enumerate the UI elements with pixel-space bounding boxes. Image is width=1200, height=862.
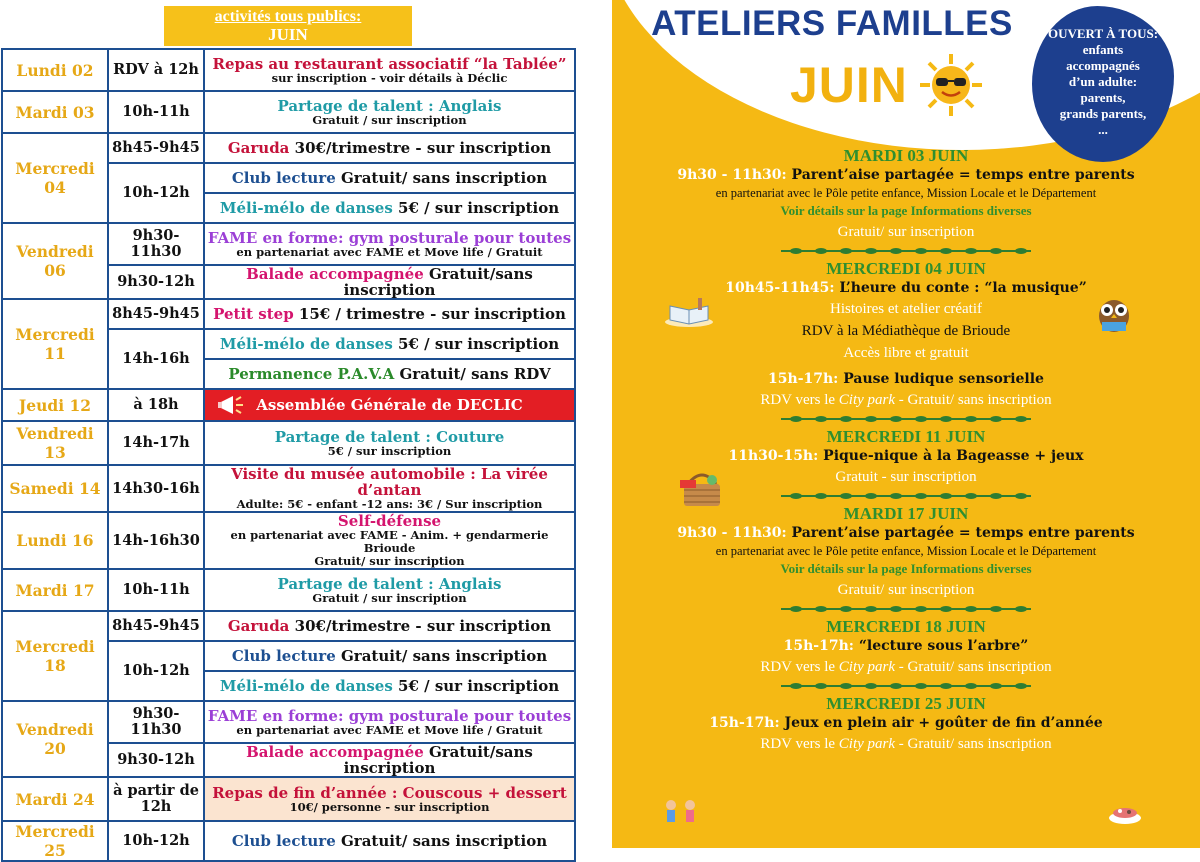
activity-sub: 10€/ personne - sur inscription <box>289 799 490 814</box>
activity-title: Repas au restaurant associatif “la Tablée” <box>212 54 567 73</box>
event-time: 9h30 - 11h30: <box>677 167 787 183</box>
agm-title: Assemblée Générale de DECLIC <box>256 396 523 414</box>
badge-line: grands parents, <box>1059 106 1147 121</box>
activity-detail: 5€ / sur inscription <box>392 335 560 353</box>
activity-title: FAME en forme: gym posturale pour toutes <box>207 706 572 725</box>
activity-cell <box>204 743 575 777</box>
time-cell: 8h45-9h45 <box>108 133 204 163</box>
time-cell: 9h30-12h <box>108 743 204 777</box>
location-text: RDV vers le <box>760 736 839 752</box>
event-partner: en partenariat avec le Pôle petite enfance, Mission Locale et le Département <box>715 186 1097 200</box>
time-cell: 14h-17h <box>108 421 204 465</box>
activity-detail: Gratuit/ sans inscription <box>335 832 548 850</box>
table-row <box>2 821 575 861</box>
event-title: Pause ludique sensorielle <box>838 371 1044 387</box>
time-cell: 14h-16h <box>108 329 204 389</box>
activity-name: Permanence P.A.V.A <box>228 365 395 383</box>
event-price: Gratuit - sur inscription <box>835 469 977 485</box>
time-cell: 10h-11h <box>108 91 204 133</box>
activity-cell <box>204 421 575 465</box>
activity-title: Partage de talent : Anglais <box>277 574 502 593</box>
activity-cell <box>204 641 575 671</box>
time-line2: 12h <box>140 798 172 815</box>
event-heading: MERCREDI 04 JUIN <box>826 259 986 278</box>
event-time: 10h45-11h45: <box>725 280 835 296</box>
sun-icon <box>918 52 984 118</box>
day-cell: Vendredi 13 <box>2 421 108 465</box>
activity-sub: en partenariat avec FAME et Move life / Gratuit <box>236 244 543 259</box>
badge-line: parents, <box>1080 90 1126 105</box>
table-row <box>2 569 575 611</box>
activity-cell <box>204 133 575 163</box>
page-title: ATELIERS FAMILLES <box>651 4 1013 43</box>
event-line <box>612 370 1200 389</box>
event-title: Parent’aise partagée = temps entre parents <box>786 167 1135 183</box>
event-location <box>612 389 1200 411</box>
event-heading: MERCREDI 25 JUIN <box>826 694 986 713</box>
location-place: City park <box>838 392 896 408</box>
activity-cell <box>204 777 575 821</box>
location-text: - Gratuit/ sans inscription <box>895 392 1052 408</box>
activity-detail: 30€/trimestre - sur inscription <box>289 139 552 157</box>
activity-cell <box>204 163 575 193</box>
time-cell: à 18h <box>108 389 204 421</box>
table-row <box>2 512 575 569</box>
table-row <box>2 777 575 821</box>
activity-sub: Gratuit / sur inscription <box>312 590 467 605</box>
activity-cell <box>204 193 575 223</box>
vine-divider <box>781 245 1031 257</box>
activity-title: FAME en forme: gym posturale pour toutes <box>207 228 572 247</box>
time-cell: 10h-11h <box>108 569 204 611</box>
event-time: 9h30 - 11h30: <box>677 525 787 541</box>
activity-cell <box>204 265 575 299</box>
day-cell: Samedi 14 <box>2 465 108 512</box>
location-text: RDV vers le <box>760 392 839 408</box>
time-cell: 8h45-9h45 <box>108 299 204 329</box>
time-cell: 10h-12h <box>108 821 204 861</box>
location-place: City park <box>838 659 896 675</box>
vine-divider <box>781 490 1031 502</box>
badge-line: ... <box>1098 122 1108 137</box>
location-text: - Gratuit/ sans inscription <box>895 736 1052 752</box>
schedule-table <box>1 48 576 862</box>
activity-detail: Gratuit/sans inscription <box>343 265 533 299</box>
time-cell: RDV à 12h <box>108 49 204 91</box>
event-title: “lecture sous l’arbre” <box>853 638 1029 654</box>
table-row <box>2 465 575 512</box>
activity-cell <box>204 512 575 569</box>
event-time: 11h30-15h: <box>728 448 819 464</box>
activity-cell <box>204 569 575 611</box>
activity-detail: Gratuit/ sans RDV <box>394 365 551 383</box>
banner <box>164 6 412 46</box>
event-title: Jeux en plein air + goûter de fin d’année <box>779 715 1103 731</box>
event-location <box>612 733 1200 755</box>
activity-title: Self-défense <box>337 512 442 530</box>
activity-detail: 30€/trimestre - sur inscription <box>289 617 552 635</box>
day-cell: Mercredi 25 <box>2 821 108 861</box>
activity-name: Méli-mélo de danses <box>219 677 393 695</box>
vine-divider <box>781 603 1031 615</box>
time-cell: 9h30-11h30 <box>108 701 204 743</box>
tous-publics-panel <box>0 0 600 860</box>
activity-detail: 15€ / trimestre - sur inscription <box>293 305 566 323</box>
activity-name: Garuda <box>227 617 290 635</box>
event-heading: MERCREDI 11 JUIN <box>826 427 986 446</box>
event-details: Voir détails sur la page Informations diverses <box>780 203 1032 218</box>
activity-name: Garuda <box>227 139 290 157</box>
activity-cell <box>204 49 575 91</box>
owl-icon <box>1096 296 1132 334</box>
event-line <box>612 714 1200 733</box>
event-partner: en partenariat avec le Pôle petite enfance, Mission Locale et le Département <box>715 544 1097 558</box>
day-cell: Lundi 02 <box>2 49 108 91</box>
activity-cell <box>204 329 575 359</box>
event-location <box>612 656 1200 678</box>
activity-cell <box>204 821 575 861</box>
activity-name: Méli-mélo de danses <box>219 335 393 353</box>
event-heading: MERCREDI 18 JUIN <box>826 617 986 636</box>
activity-sub: en partenariat avec FAME - Anim. + gendarmerie Brioude <box>230 528 549 555</box>
activity-name: Club lecture <box>231 169 336 187</box>
activity-name: Club lecture <box>231 832 336 850</box>
book-icon <box>664 296 714 328</box>
time-line1: à partir de <box>113 782 199 799</box>
event-heading: MARDI 03 JUIN <box>843 146 969 165</box>
location-text: RDV vers le <box>760 659 839 675</box>
activity-sub: Gratuit/ sur inscription <box>314 554 465 568</box>
month-title: JUIN <box>790 57 908 113</box>
vine-divider <box>781 680 1031 692</box>
activity-name: Balade accompagnée <box>246 265 424 283</box>
activity-cell <box>204 91 575 133</box>
ateliers-familles-panel <box>612 0 1200 848</box>
badge-line: d’un adulte: <box>1068 74 1138 89</box>
activity-detail: Gratuit/sans inscription <box>343 743 533 777</box>
activity-cell <box>204 359 575 389</box>
activity-name: Balade accompagnée <box>246 743 424 761</box>
activity-name: Petit step <box>213 305 294 323</box>
time-cell: 14h-16h30 <box>108 512 204 569</box>
event-line <box>612 166 1200 185</box>
day-cell: Mardi 03 <box>2 91 108 133</box>
location-text: - Gratuit/ sans inscription <box>895 659 1052 675</box>
activity-cell <box>204 701 575 743</box>
megaphone-icon <box>217 394 247 416</box>
event-title: Parent’aise partagée = temps entre parents <box>786 525 1135 541</box>
cake-icon <box>1108 800 1142 826</box>
time-cell: 14h30-16h <box>108 465 204 512</box>
table-row <box>2 389 575 421</box>
activity-cell <box>204 299 575 329</box>
day-cell: Vendredi 06 <box>2 223 108 299</box>
activity-title: Visite du musée automobile : La virée d’antan <box>231 465 548 499</box>
events-list <box>612 146 1200 755</box>
children-icon <box>660 798 702 828</box>
activity-sub: Gratuit / sur inscription <box>312 112 467 127</box>
activity-title: Partage de talent : Couture <box>274 427 505 446</box>
event-detail: Histoires et atelier créatif <box>829 301 982 317</box>
open-to-all-badge <box>1032 6 1174 162</box>
event-price: Gratuit/ sur inscription <box>837 582 975 598</box>
day-cell: Mercredi 18 <box>2 611 108 701</box>
badge-line: accompagnés <box>1066 58 1140 73</box>
event-time: 15h-17h: <box>783 638 854 654</box>
activity-cell <box>204 611 575 641</box>
activity-sub: Adulte: 5€ - enfant -12 ans: 3€ / Sur inscription <box>236 497 543 511</box>
day-cell: Mercredi 11 <box>2 299 108 389</box>
activity-sub: sur inscription - voir détails à Déclic <box>271 70 508 85</box>
activity-detail: Gratuit/ sans inscription <box>335 169 548 187</box>
time-cell: 9h30-12h <box>108 265 204 299</box>
day-cell: Vendredi 20 <box>2 701 108 777</box>
vine-divider <box>781 413 1031 425</box>
table-row <box>2 49 575 91</box>
event-detail: Accès libre et gratuit <box>843 345 969 361</box>
activity-name: Méli-mélo de danses <box>219 199 393 217</box>
event-detail: RDV à la Médiathèque de Brioude <box>801 323 1011 339</box>
event-details: Voir détails sur la page Informations diverses <box>780 561 1032 576</box>
activity-sub: en partenariat avec FAME et Move life / Gratuit <box>236 722 543 737</box>
table-row <box>2 421 575 465</box>
badge-line: enfants <box>1082 42 1124 57</box>
event-time: 15h-17h: <box>709 715 780 731</box>
activity-cell <box>204 465 575 512</box>
table-row <box>2 91 575 133</box>
activity-detail: 5€ / sur inscription <box>392 677 560 695</box>
activity-cell <box>204 671 575 701</box>
event-title: L’heure du conte : “la musique” <box>834 280 1087 296</box>
picnic-basket-icon <box>678 466 726 510</box>
location-place: City park <box>838 736 896 752</box>
table-row <box>2 611 575 641</box>
time-cell: 8h45-9h45 <box>108 611 204 641</box>
time-cell: 10h-12h <box>108 163 204 223</box>
time-cell: 10h-12h <box>108 641 204 701</box>
day-cell: Jeudi 12 <box>2 389 108 421</box>
activity-name: Club lecture <box>231 647 336 665</box>
banner-month: JUIN <box>268 25 308 44</box>
time-cell: 9h30-11h30 <box>108 223 204 265</box>
table-row <box>2 299 575 329</box>
day-cell: Mercredi 04 <box>2 133 108 223</box>
activity-detail: Gratuit/ sans inscription <box>335 647 548 665</box>
activity-cell <box>204 223 575 265</box>
event-line <box>612 524 1200 543</box>
banner-line1: activités tous publics: <box>214 8 362 25</box>
event-line <box>612 447 1200 466</box>
event-line <box>612 637 1200 656</box>
table-row <box>2 133 575 163</box>
activity-detail: 5€ / sur inscription <box>392 199 560 217</box>
event-heading: MARDI 17 JUIN <box>843 504 969 523</box>
table-row <box>2 223 575 265</box>
day-cell: Mardi 17 <box>2 569 108 611</box>
event-time: 15h-17h: <box>768 371 839 387</box>
event-title: Pique-nique à la Bageasse + jeux <box>818 448 1084 464</box>
activity-sub: 5€ / sur inscription <box>327 443 452 458</box>
time-cell <box>108 777 204 821</box>
day-cell: Lundi 16 <box>2 512 108 569</box>
activity-title: Partage de talent : Anglais <box>277 96 502 115</box>
badge-line: OUVERT À TOUS: <box>1047 26 1159 41</box>
table-row <box>2 701 575 743</box>
agm-cell <box>204 389 575 421</box>
event-price: Gratuit/ sur inscription <box>837 224 975 240</box>
activity-title: Repas de fin d’année : Couscous + dessert <box>212 783 567 802</box>
day-cell: Mardi 24 <box>2 777 108 821</box>
